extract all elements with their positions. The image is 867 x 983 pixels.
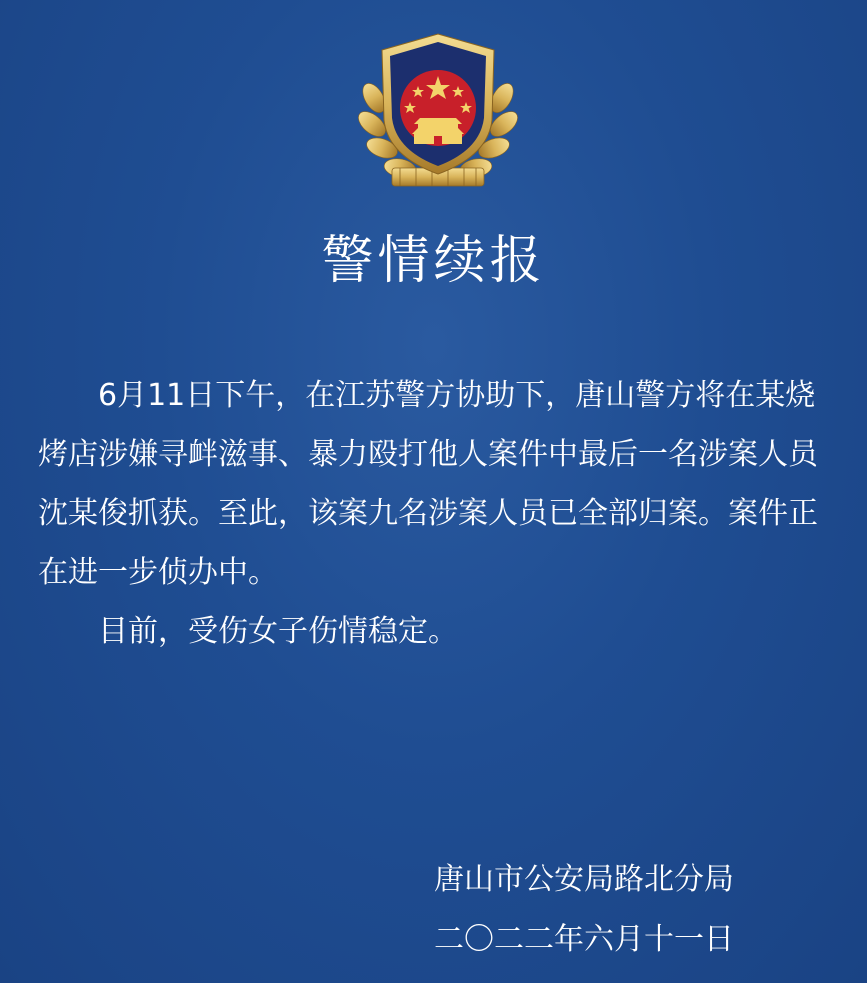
notice-paragraph: 6月11日下午，在江苏警方协助下，唐山警方将在某烧烤店涉嫌寻衅滋事、暴力殴打他人案件中最后一名涉案人员沈某俊抓获。至此，该案九名涉案人员已全部归案。案件正在进一步侦办中。 (38, 378, 818, 590)
issue-date: 二〇二二年六月十一日 (434, 922, 734, 957)
issuer-name: 唐山市公安局路北分局 (434, 862, 734, 897)
notice-title: 警情续报 (321, 231, 546, 291)
notice-paragraph: 目前，受伤女子伤情稳定。 (98, 614, 458, 649)
notice-signature (434, 850, 854, 970)
police-emblem-icon (352, 28, 524, 198)
notice-body (38, 366, 838, 661)
